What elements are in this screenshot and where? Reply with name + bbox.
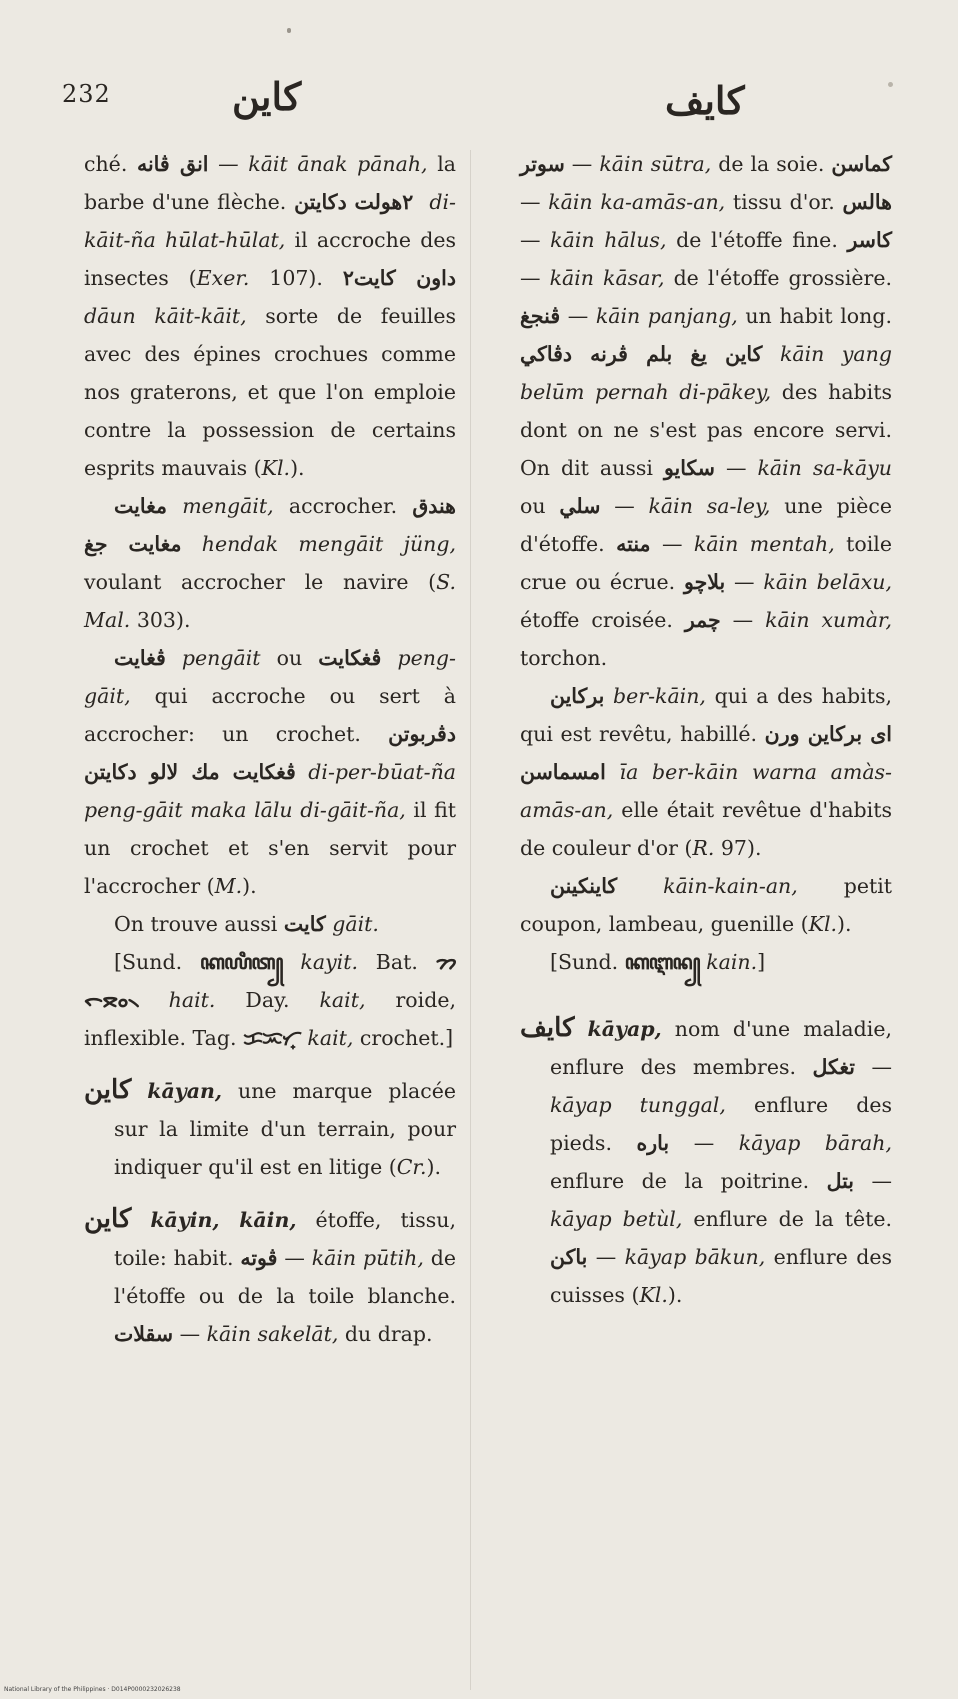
running-head-right: كايف xyxy=(665,78,745,123)
subentry-pengait: ڤغايت pengāit ou ڤغكايت peng-gāit, qui accroche ou sert à accrocher: un crochet. دڤربوتن ڤغكايت مك لالو دكايتن di-per-būat-ña peng-gāit maka lālu di-gāit-ña, il fit un crochet et s'en servit pour l'accrocher (M.). xyxy=(84,646,456,898)
left-column xyxy=(84,145,456,1353)
page-number: 232 xyxy=(62,80,111,108)
right-column xyxy=(520,145,892,1314)
running-head-left: كاين xyxy=(232,74,302,119)
column-gutter xyxy=(470,150,471,1690)
entry-continuation-kain: سوتر — kāin sūtra, de la soie. كماسن — kāin ka-amās-an, tissu d'or. هالس — kāin hālus, de l'étoffe fine. كاسر — kāin kāsar, de l'étoffe grossière. ڤنجغ — kāin panjang, un habit long. كاين يغ بلم ڤرنه دڤاكي kāin yang belūm pernah di-pākey, des habits dont on ne s'est pas encore servi. On dit aussi سكايو — kāin sa-kāyu ou سلي — kāin sa-ley, une pièce d'étoffe. منته — kāin mentah, toile crue ou écrue. بلاچو — kāin belāxu, étoffe croisée. چمر — kāin xumàr, torchon. xyxy=(520,152,892,670)
subentry-mengait: مغايت mengāit, accrocher. هندق مغايت جغ hendak mengāit jüng, voulant accrocher le navire (S. Mal. 303). xyxy=(84,494,457,632)
subentry-kainkainan: كاينكينن kāin-kain-an, petit coupon, lambeau, guenille (Kl.). xyxy=(520,874,892,936)
entry-kayin: كاين kāyin, kāin, étoffe, tissu, toile: habit. ڤوته — kāin pūtih, de l'étoffe ou de la toile blanche. سقلات — kāin sakelāt, du drap. xyxy=(84,1204,456,1346)
ink-speck xyxy=(287,28,291,33)
cognates-note-kain: [Sund. ꦏꦆꦤ꧀ kain.] xyxy=(550,950,766,974)
entry-kayan: كاين kāyan, une marque placée sur la limite d'un terrain, pour indiquer qu'il est en litige (Cr.). xyxy=(84,1075,456,1179)
entry-kayap: كايف kāyap, nom d'une maladie, enflure des membres. تغكل — kāyap tunggal, enflure des pieds. باره — kāyap bārah, enflure de la poitrine. بتل — kāyap betùl, enflure de la tête. باكن — kāyap bākun, enflure des cuisses (Kl.). xyxy=(520,1013,892,1307)
subentry-gait: On trouve aussi كايت gāit. xyxy=(114,912,379,936)
cognates-note: [Sund. ꦏꦪꦶꦠ꧀ kayit. Bat. ᯂᯞᯪᯖ᯲ hait. Day. kait, roide, inflexible. Tag. ᜃᜁᜆ᜔ kait, crochet.] xyxy=(84,950,456,1050)
ink-speck xyxy=(888,82,893,87)
subentry-berkain: بركاين ber-kāin, qui a des habits, qui est revêtu, habillé. اى بركاين ورن امسماسن īa ber-kāin warna amàs-amās-an, elle était revêtue d'habits de couleur d'or (R. 97). xyxy=(520,684,893,860)
entry-continuation: ché. انق ڤانه — kāit ānak pānah, la barbe d'une flèche. دكايتن هولت ٢ di-kāit-ña hūlat-hūlat, il accroche des insectes (Exer. 107). داون كايت٢ dāun kāit-kāit, sorte de feuilles avec des épines crochues comme nos graterons, et que l'on emploie contre la possession de certains esprits mauvais (Kl.). xyxy=(84,152,457,480)
scan-footer: National Library of the Philippines · D014P0000232026238 xyxy=(4,1686,181,1693)
